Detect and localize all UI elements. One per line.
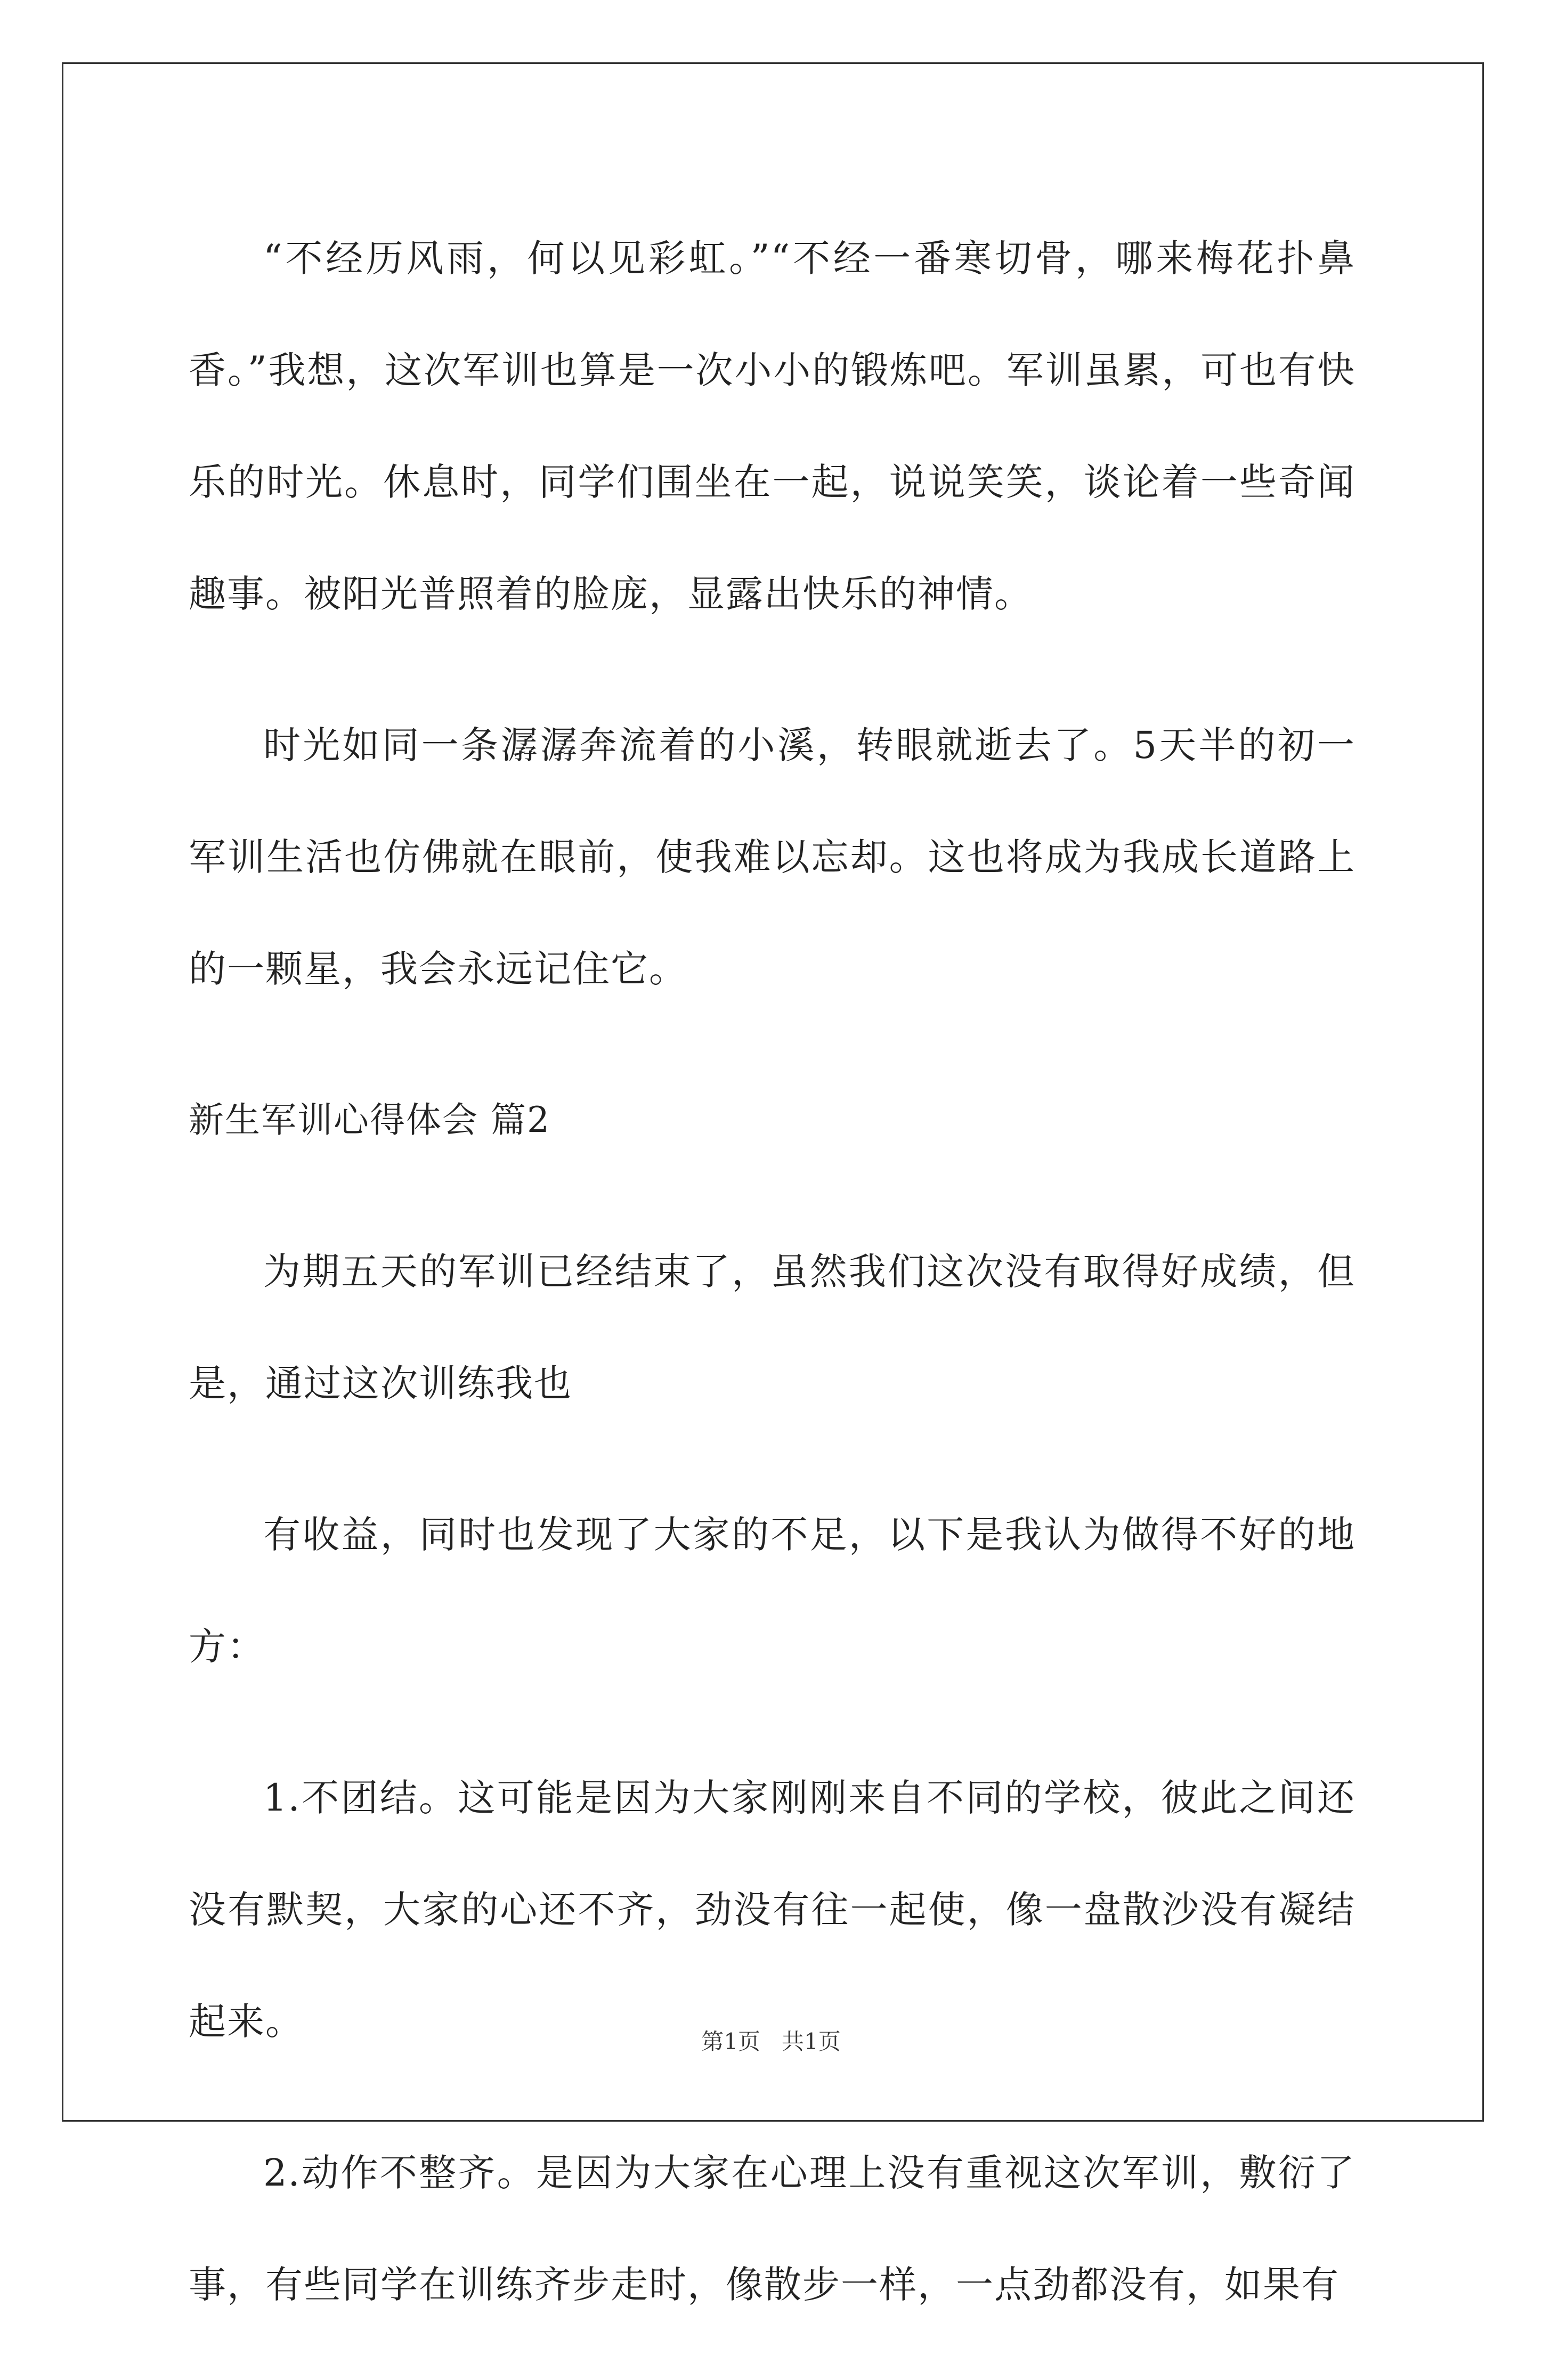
paragraph-2: 时光如同一条潺潺奔流着的小溪，转眼就逝去了。5天半的初一军训生活也仿佛就在眼前，使我难以忘却。这也将成为我成长道路上的一颗星，我会永远记住它。 [189, 723, 1356, 991]
paragraph-5: 1.不团结。这可能是因为大家刚刚来自不同的学校，彼此之间还没有默契，大家的心还不齐，劲没有往一起使，像一盘散沙没有凝结起来。 [189, 1776, 1356, 2043]
paragraph-1: “不经历风雨，何以见彩虹。”“不经一番寒切骨，哪来梅花扑鼻香。”我想，这次军训也算是一次小小的锻炼吧。军训虽累，可也有快乐的时光。休息时，同学们围坐在一起，说说笑笑，谈论着一些奇闻趣事。被阳光普照着的脸庞，显露出快乐的神情。 [189, 237, 1356, 616]
paragraph-4: 有收益，同时也发现了大家的不足，以下是我认为做得不好的地方： [189, 1513, 1356, 1668]
paragraph-3: 为期五天的军训已经结束了，虽然我们这次没有取得好成绩，但是，通过这次训练我也 [189, 1250, 1356, 1405]
paragraph-6: 2.动作不整齐。是因为大家在心理上没有重视这次军训，敷衍了事，有些同学在训练齐步走时，像散步一样，一点劲都没有，如果有 [189, 2151, 1356, 2306]
section-heading: 新生军训心得体会 篇2 [189, 1099, 550, 1140]
page-number-footer: 第1页 共1页 [701, 2028, 841, 2055]
